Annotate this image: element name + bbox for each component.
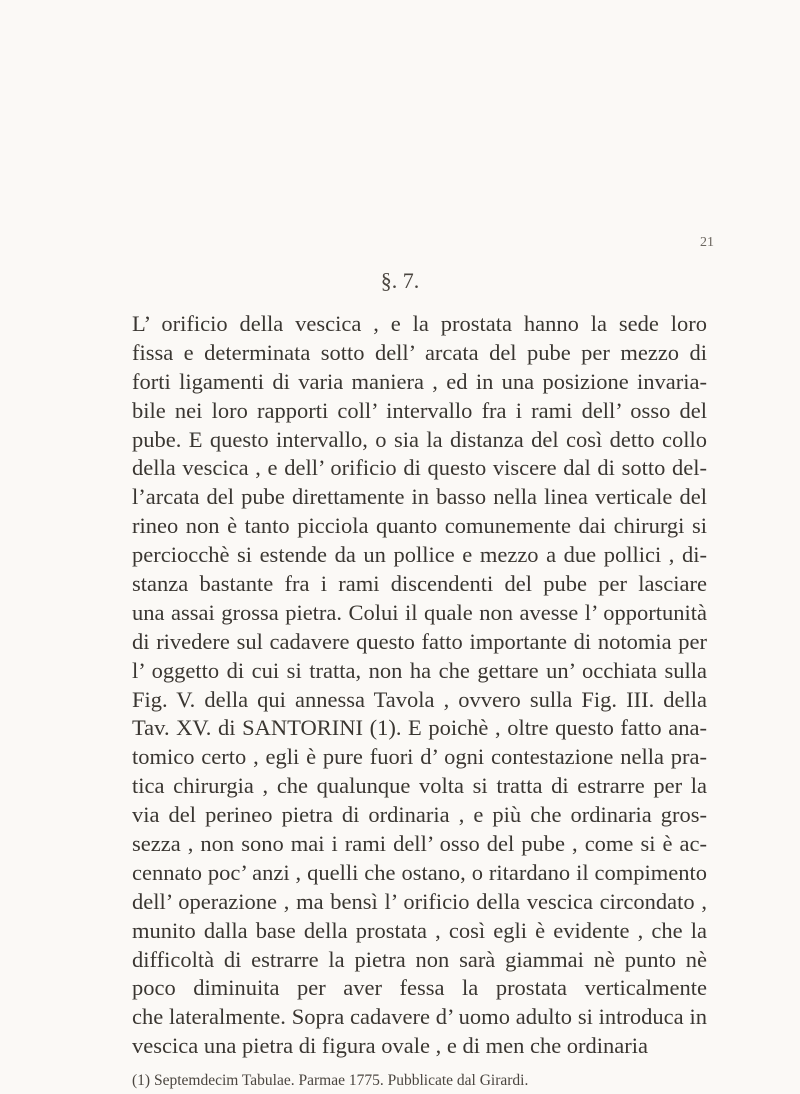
body-line: L’ orificio della vescica , e la prostata hanno la sede loro [132, 311, 707, 336]
body-line: rineo non è tanto picciola quanto comunemente dai chirurgi si [132, 513, 707, 539]
body-line: fissa e determinata sotto dell’ arcata del pube per mezzo di [132, 339, 707, 365]
body-line: vescica una pietra di figura ovale , e di men che ordinaria [132, 1033, 649, 1059]
body-line: che lateralmente. Sopra cadavere d’ uomo adulto si introduca in [132, 1004, 707, 1030]
body-line: Tav. XV. di SANTORINI (1). E poichè , oltre questo fatto ana- [132, 715, 707, 741]
body-line: una assai grossa pietra. Colui il quale non avesse l’ opportunità [132, 599, 707, 625]
section-heading: §. 7. [380, 268, 420, 293]
body-line: forti ligamenti di varia maniera , ed in una posizione invaria- [132, 368, 707, 394]
body-line: munito dalla base della prostata , così egli è evidente , che la [132, 917, 707, 943]
body-line: pube. E questo intervallo, o sia la distanza del così detto collo [132, 426, 707, 452]
body-line: cennato poc’ anzi , quelli che ostano, o ritardano il compimento [132, 859, 707, 885]
body-line: tomico certo , egli è pure fuori d’ ogni contestazione nella pra- [132, 744, 707, 770]
body-line: l’ oggetto di cui si tratta, non ha che gettare un’ occhiata sulla [132, 657, 707, 683]
body-line: l’arcata del pube direttamente in basso nella linea verticale del [132, 484, 707, 510]
body-line: di rivedere sul cadavere questo fatto importante di notomia per [132, 628, 707, 654]
body-text [132, 310, 707, 1061]
body-line: stanza bastante fra i rami discendenti del pube per lasciare [132, 571, 707, 597]
body-line: perciocchè si estende da un pollice e mezzo a due pollici , di- [132, 542, 707, 568]
footnote: (1) Septemdecim Tabulae. Parmae 1775. Pubblicate dal Girardi. [132, 1072, 529, 1089]
page-number: 21 [700, 235, 714, 250]
body-line: poco diminuita per aver fessa la prostata verticalmente [132, 975, 707, 1001]
body-line: via del perineo pietra di ordinaria , e più che ordinaria gros- [132, 802, 707, 828]
body-line: difficoltà di estrarre la pietra non sarà giammai nè punto nè [132, 946, 707, 972]
body-line: della vescica , e dell’ orificio di questo viscere dal di sotto del- [132, 455, 707, 481]
body-line: Fig. V. della qui annessa Tavola , ovvero sulla Fig. III. della [132, 686, 707, 712]
body-line: tica chirurgia , che qualunque volta si tratta di estrarre per la [132, 773, 707, 799]
body-line: bile nei loro rapporti coll’ intervallo fra i rami dell’ osso del [132, 397, 707, 423]
body-line: sezza , non sono mai i rami dell’ osso del pube , come si è ac- [132, 831, 707, 857]
body-line: dell’ operazione , ma bensì l’ orificio della vescica circondato , [132, 888, 707, 914]
